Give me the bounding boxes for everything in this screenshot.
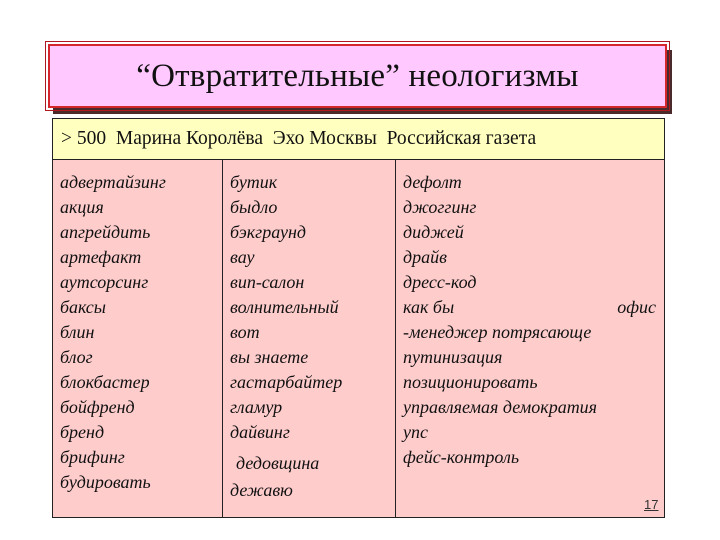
word-item: вот (230, 322, 260, 342)
word-item: офис (617, 297, 656, 317)
word-column-1 (53, 160, 223, 517)
word-column-2 (223, 160, 396, 517)
word-item: путинизация (403, 347, 503, 367)
word-item: управляемая демократия (403, 397, 598, 417)
word-item: бэкграунд (230, 222, 306, 242)
word-item: брифинг (60, 447, 125, 467)
word-item: дежавю (230, 480, 293, 500)
word-item: бойфренд (60, 397, 135, 417)
subtitle-bar: > 500 Марина Королёва Эхо Москвы Российская газета (52, 118, 665, 160)
word-item: гастарбайтер (230, 372, 343, 392)
page-number: 17 (644, 497, 659, 512)
word-item: вип-салон (230, 272, 305, 292)
word-item: как бы (403, 297, 455, 317)
word-item: блин (60, 322, 95, 342)
word-table (52, 160, 665, 518)
word-item: дефолт (403, 172, 462, 192)
word-item: акция (60, 197, 104, 217)
word-item: -менеджер потрясающе (403, 322, 592, 342)
word-item: баксы (60, 297, 106, 317)
word-item: дедовщина (236, 453, 320, 473)
word-item-pair (403, 295, 656, 320)
word-item: быдло (230, 197, 278, 217)
word-item: вау (230, 247, 255, 267)
word-item: адвертайзинг (60, 172, 166, 192)
word-item: позиционировать (403, 372, 538, 392)
word-item: дресс-код (403, 272, 477, 292)
word-item: упс (403, 422, 428, 442)
word-item: фейс-контроль (403, 447, 520, 467)
word-item: вы знаете (230, 347, 309, 367)
word-item: драйв (403, 247, 447, 267)
word-item: аутсорсинг (60, 272, 149, 292)
word-item: артефакт (60, 247, 142, 267)
word-column-3 (396, 160, 664, 517)
word-item: гламур (230, 397, 283, 417)
slide-title: “Отвратительные” неологизмы (136, 57, 579, 94)
word-item: дайвинг (230, 422, 290, 442)
word-item: джоггинг (403, 197, 477, 217)
word-item: диджей (403, 222, 464, 242)
word-item: будировать (60, 472, 151, 492)
word-item: апгрейдить (60, 222, 151, 242)
word-item: волнительный (230, 297, 339, 317)
word-item: бутик (230, 172, 278, 192)
word-item: бренд (60, 422, 105, 442)
word-item: блокбастер (60, 372, 150, 392)
title-box (48, 44, 667, 108)
word-item: блог (60, 347, 93, 367)
